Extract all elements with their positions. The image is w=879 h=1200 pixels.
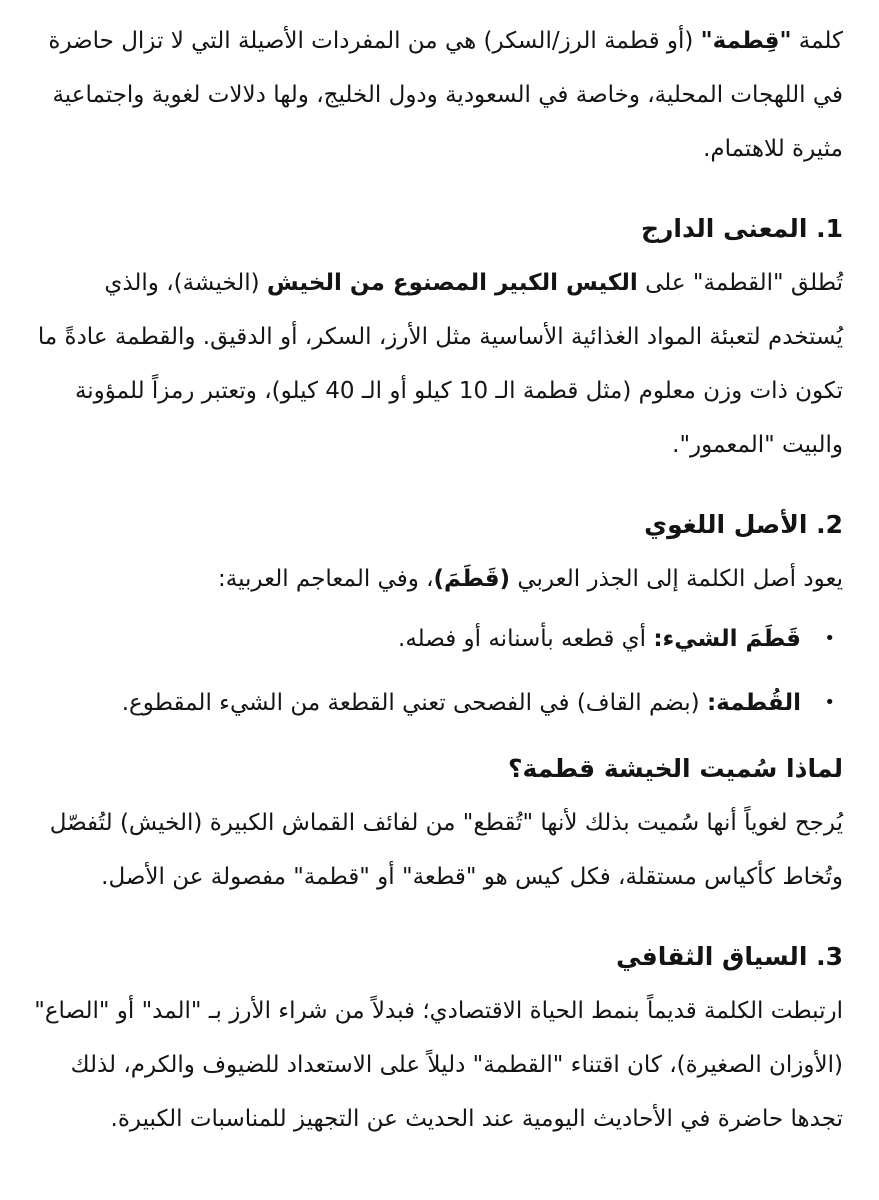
section2-text-2: ، وفي المعاجم العربية: — [217, 566, 434, 592]
intro-text-1: كلمة — [791, 28, 843, 54]
definition-term: قَطَمَ الشيء: — [653, 626, 801, 652]
list-item — [30, 676, 835, 730]
why-heading: لماذا سُميت الخيشة قطمة؟ — [508, 754, 843, 783]
bullet-marker: • — [824, 628, 835, 649]
definition-text: أي قطعه بأسنانه أو فصله. — [398, 626, 654, 652]
section3-heading: 3. السياق الثقافي — [616, 942, 843, 971]
section2-text-1: يعود أصل الكلمة إلى الجذر العربي — [510, 566, 843, 592]
section1-text-1: تُطلق "القطمة" على — [637, 270, 843, 296]
definitions-list — [30, 612, 843, 730]
definition-text: (بضم القاف) في الفصحى تعني القطعة من الشيء المقطوع. — [121, 690, 707, 716]
section2-root-word: (قَطَمَ) — [433, 566, 511, 592]
intro-paragraph — [30, 14, 843, 176]
section2-paragraph — [30, 552, 843, 606]
list-item — [30, 612, 835, 666]
section1-paragraph — [30, 256, 843, 472]
section1-heading: 1. المعنى الدارج — [640, 214, 843, 243]
section1-emphasis: الكيس الكبير المصنوع من الخيش — [266, 270, 638, 296]
section2-heading: 2. الأصل اللغوي — [644, 510, 843, 539]
definition-term: القُطمة: — [706, 690, 801, 716]
why-paragraph: يُرجح لغوياً أنها سُميت بذلك لأنها "تُقطع" من لفائف القماش الكبيرة (الخيش) لتُفصّل وتُخاط كأكياس مستقلة، فكل كيس هو "قطعة" أو "قطمة" مفصولة عن الأصل. — [49, 810, 843, 890]
section1-text-2: (الخيشة)، والذي يُستخدم لتعبئة المواد الغذائية الأساسية مثل الأرز، السكر، أو الدقيق. والقطمة عادةً ما تكون ذات وزن معلوم (مثل قطمة الـ 10 كيلو أو الـ 40 كيلو)، وتعتبر رمزاً للمؤونة والبيت "المعمور". — [37, 270, 843, 458]
intro-term: "قِطمة" — [700, 28, 792, 54]
bullet-marker: • — [824, 692, 835, 713]
section3-paragraph: ارتبطت الكلمة قديماً بنمط الحياة الاقتصادي؛ فبدلاً من شراء الأرز بـ "المد" أو "الصاع" (الأوزان الصغيرة)، كان اقتناء "القطمة" دليلاً على الاستعداد للضيوف والكرم، لذلك تجدها حاضرة في الأحاديث اليومية عند الحديث عن التجهيز للمناسبات الكبيرة. — [34, 998, 843, 1132]
intro-text-2: (أو قطمة الرز/السكر) هي من المفردات الأصيلة التي لا تزال حاضرة في اللهجات المحلية، وخاصة في السعودية ودول الخليج، ولها دلالات لغوية واجتماعية مثيرة للاهتمام. — [48, 28, 843, 162]
